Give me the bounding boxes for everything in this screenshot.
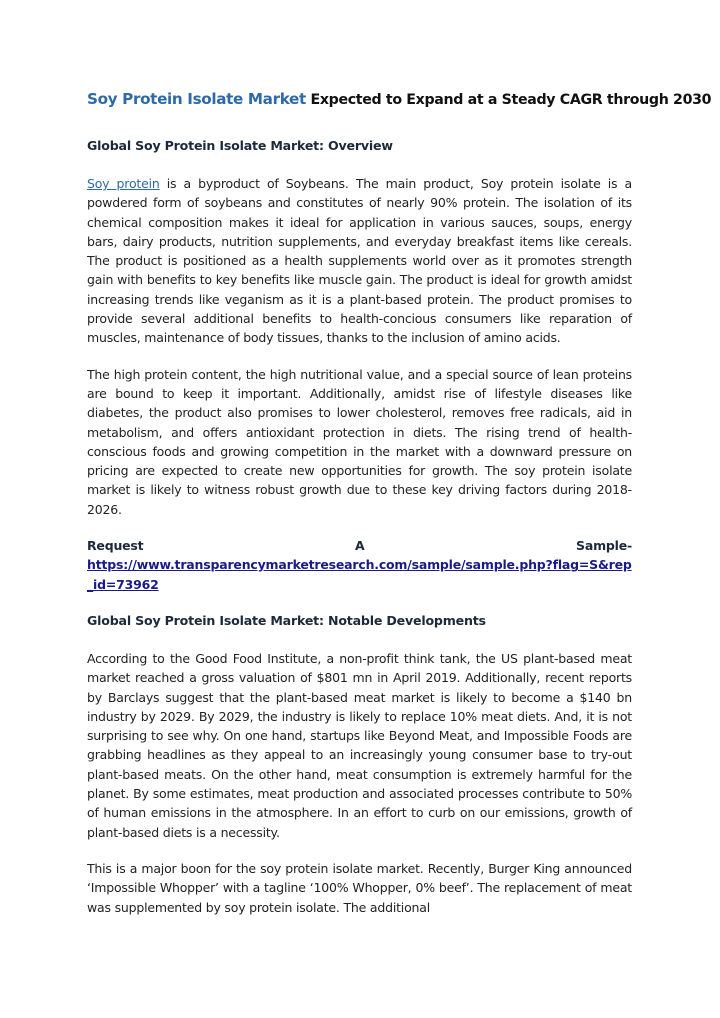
title-rest: Expected to Expand at a Steady CAGR through 2030 (305, 92, 712, 108)
soy-protein-link[interactable]: Soy protein (87, 176, 160, 191)
overview-paragraph-2: The high protein content, the high nutritional value, and a special source of lean proteins are bound to keep it important. Additionally, amidst rise of lifestyle diseases like diabetes, the product also promises to lower cholesterol, removes free radicals, aid in metabolism, and offers antioxidant protection in diets. The rising trend of health-conscious foods and growing competition in the market with a downward pressure on pricing are expected to create new opportunities for growth. The soy protein isolate market is likely to witness robust growth due to these key driving factors during 2018-2026. (87, 366, 632, 517)
request-word: Request (87, 538, 144, 554)
overview-paragraph-1 (87, 174, 632, 348)
developments-paragraph-2: This is a major boon for the soy protein isolate market. Recently, Burger King announced ‘Impossible Whopper’ with a tagline ‘100% Whopper, 0% beef’. The replacement of meat was supplemented by soy protein isolate. The additional (87, 860, 632, 915)
sample-request-link[interactable]: https://www.transparencymarketresearch.com/sample/sample.php?flag=S&rep_id=73962 (87, 557, 632, 592)
document-page (87, 86, 712, 917)
request-sample-word: Sample- (576, 538, 632, 554)
developments-paragraph-1: According to the Good Food Institute, a non-profit think tank, the US plant-based meat market reached a gross valuation of $801 mn in April 2019. Additionally, recent reports by Barclays suggest that the plant-based meat market is likely to become a $140 bn industry by 2029. By 2029, the industry is likely to replace 10% meat diets. And, it is not surprising to see why. On one hand, startups like Beyond Meat, and Impossible Foods are grabbing headlines as they appeal to an increasingly young consumer base to try-out plant-based meats. On the other hand, meat consumption is extremely harmful for the planet. By some estimates, meat production and associated processes contribute to 50% of human emissions in the atmosphere. In an effort to curb on our emissions, growth of plant-based diets is a necessity. (87, 650, 632, 840)
overview-heading: Global Soy Protein Isolate Market: Overview (87, 138, 393, 153)
developments-heading: Global Soy Protein Isolate Market: Notable Developments (87, 612, 486, 628)
request-sample-label (87, 536, 632, 555)
request-a-word: A (355, 538, 365, 554)
title-highlight: Soy Protein Isolate Market (87, 90, 306, 108)
request-sample-block (87, 536, 632, 594)
overview-paragraph-1-text: is a byproduct of Soybeans. The main product, Soy protein isolate is a powdered form of soybeans and constitutes of nearly 90% protein. The isolation of its chemical composition makes it ideal for application in various sauces, soups, energy bars, dairy products, nutrition supplements, and everyday breakfast items like cereals. The product is positioned as a health supplements world over as it promotes strength gain with benefits to key benefits like muscle gain. The product is ideal for growth amidst increasing trends like veganism as it is a plant-based protein. The product promises to provide several additional benefits to health-concious consumers like reparation of muscles, maintenance of body tissues, thanks to the inclusion of amino acids. (87, 176, 632, 346)
page-title (87, 86, 712, 113)
